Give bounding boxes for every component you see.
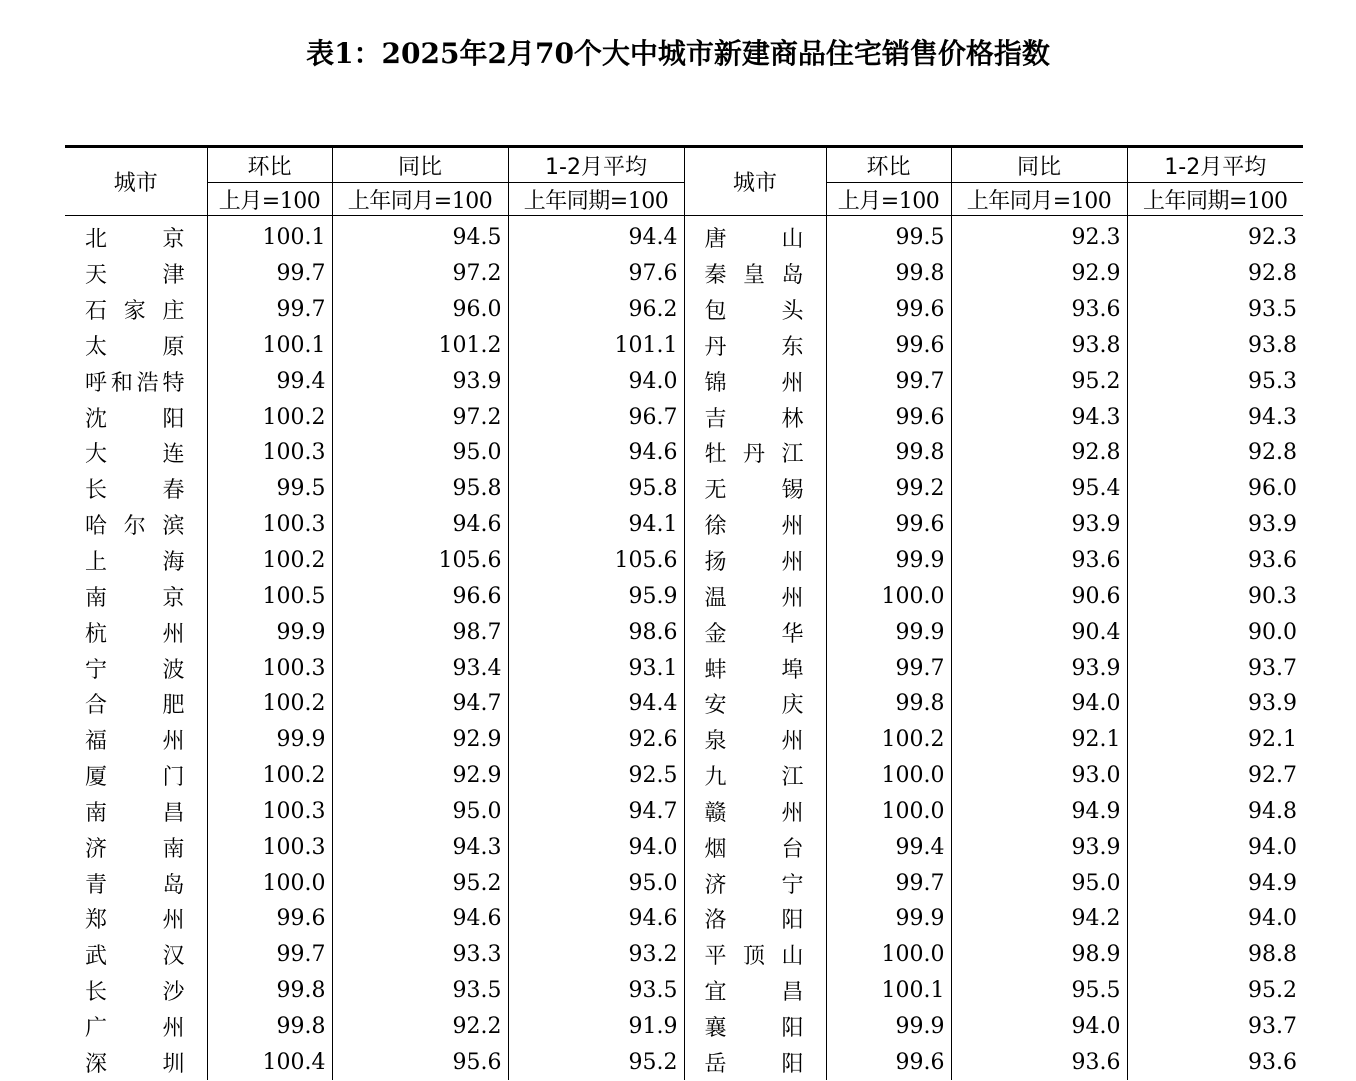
city-cell: 吉林 — [684, 399, 826, 435]
table-row — [65, 1009, 1303, 1045]
mom-cell: 100.3 — [207, 650, 332, 686]
avg-cell: 94.0 — [1127, 901, 1303, 937]
mom-cell: 99.8 — [826, 256, 951, 292]
yoy-cell: 101.2 — [332, 328, 508, 364]
table-row — [65, 794, 1303, 830]
avg-cell: 93.5 — [508, 973, 684, 1009]
header-mom-right: 环比 — [826, 147, 951, 183]
mom-cell: 100.3 — [207, 829, 332, 865]
city-cell: 蚌埠 — [684, 650, 826, 686]
city-cell: 长沙 — [65, 973, 207, 1009]
header-yoy-base-left: 上年同月=100 — [332, 183, 508, 216]
mom-cell: 99.8 — [826, 435, 951, 471]
header-avg-right: 1-2月平均 — [1127, 147, 1303, 183]
yoy-cell: 94.0 — [951, 686, 1127, 722]
table-row — [65, 363, 1303, 399]
yoy-cell: 90.4 — [951, 614, 1127, 650]
mom-cell: 100.5 — [207, 578, 332, 614]
city-cell: 长春 — [65, 471, 207, 507]
yoy-cell: 94.0 — [951, 1009, 1127, 1045]
yoy-cell: 90.6 — [951, 578, 1127, 614]
avg-cell: 94.6 — [508, 435, 684, 471]
avg-cell: 98.6 — [508, 614, 684, 650]
header-yoy-right: 同比 — [951, 147, 1127, 183]
yoy-cell: 95.0 — [951, 865, 1127, 901]
yoy-cell: 93.6 — [951, 1044, 1127, 1080]
yoy-cell: 93.6 — [951, 292, 1127, 328]
avg-cell: 94.0 — [508, 829, 684, 865]
mom-cell: 100.1 — [207, 216, 332, 256]
avg-cell: 92.7 — [1127, 758, 1303, 794]
mom-cell: 100.3 — [207, 435, 332, 471]
mom-cell: 100.1 — [207, 328, 332, 364]
city-cell: 济南 — [65, 829, 207, 865]
yoy-cell: 94.2 — [951, 901, 1127, 937]
city-cell: 福州 — [65, 722, 207, 758]
avg-cell: 94.1 — [508, 507, 684, 543]
city-cell: 牡丹江 — [684, 435, 826, 471]
yoy-cell: 92.3 — [951, 216, 1127, 256]
avg-cell: 92.3 — [1127, 216, 1303, 256]
mom-cell: 99.4 — [826, 829, 951, 865]
avg-cell: 93.7 — [1127, 650, 1303, 686]
header-city-right: 城市 — [684, 147, 826, 216]
city-cell: 秦皇岛 — [684, 256, 826, 292]
yoy-cell: 95.0 — [332, 435, 508, 471]
avg-cell: 96.7 — [508, 399, 684, 435]
table-row — [65, 328, 1303, 364]
yoy-cell: 94.6 — [332, 507, 508, 543]
yoy-cell: 95.2 — [951, 363, 1127, 399]
mom-cell: 100.2 — [826, 722, 951, 758]
yoy-cell: 93.0 — [951, 758, 1127, 794]
mom-cell: 100.2 — [207, 758, 332, 794]
yoy-cell: 94.9 — [951, 794, 1127, 830]
city-cell: 安庆 — [684, 686, 826, 722]
header-yoy-left: 同比 — [332, 147, 508, 183]
city-cell: 岳阳 — [684, 1044, 826, 1080]
city-cell: 包头 — [684, 292, 826, 328]
yoy-cell: 93.6 — [951, 543, 1127, 579]
table-row — [65, 435, 1303, 471]
city-cell: 徐州 — [684, 507, 826, 543]
avg-cell: 93.6 — [1127, 1044, 1303, 1080]
table-row — [65, 507, 1303, 543]
header-row-1 — [65, 147, 1303, 183]
city-cell: 南昌 — [65, 794, 207, 830]
page-title: 表1：2025年2月70个大中城市新建商品住宅销售价格指数 — [306, 37, 1050, 70]
city-cell: 石家庄 — [65, 292, 207, 328]
city-cell: 赣州 — [684, 794, 826, 830]
table-row — [65, 722, 1303, 758]
mom-cell: 99.9 — [826, 1009, 951, 1045]
city-cell: 杭州 — [65, 614, 207, 650]
yoy-cell: 94.3 — [951, 399, 1127, 435]
yoy-cell: 94.6 — [332, 901, 508, 937]
avg-cell: 91.9 — [508, 1009, 684, 1045]
yoy-cell: 97.2 — [332, 399, 508, 435]
avg-cell: 96.0 — [1127, 471, 1303, 507]
city-cell: 呼和浩特 — [65, 363, 207, 399]
city-cell: 济宁 — [684, 865, 826, 901]
city-cell: 襄阳 — [684, 1009, 826, 1045]
table-row — [65, 1044, 1303, 1080]
avg-cell: 97.6 — [508, 256, 684, 292]
yoy-cell: 98.9 — [951, 937, 1127, 973]
city-cell: 南京 — [65, 578, 207, 614]
city-cell: 宁波 — [65, 650, 207, 686]
mom-cell: 99.7 — [826, 650, 951, 686]
table-row — [65, 614, 1303, 650]
table-row — [65, 650, 1303, 686]
avg-cell: 92.5 — [508, 758, 684, 794]
avg-cell: 95.0 — [508, 865, 684, 901]
mom-cell: 100.0 — [826, 794, 951, 830]
city-cell: 平顶山 — [684, 937, 826, 973]
avg-cell: 94.0 — [1127, 829, 1303, 865]
mom-cell: 99.8 — [826, 686, 951, 722]
mom-cell: 99.8 — [207, 1009, 332, 1045]
avg-cell: 94.4 — [508, 686, 684, 722]
yoy-cell: 93.9 — [951, 829, 1127, 865]
yoy-cell: 94.3 — [332, 829, 508, 865]
header-avg-left: 1-2月平均 — [508, 147, 684, 183]
mom-cell: 99.7 — [207, 937, 332, 973]
mom-cell: 99.9 — [207, 614, 332, 650]
avg-cell: 94.4 — [508, 216, 684, 256]
yoy-cell: 95.6 — [332, 1044, 508, 1080]
city-cell: 广州 — [65, 1009, 207, 1045]
mom-cell: 99.2 — [826, 471, 951, 507]
city-cell: 无锡 — [684, 471, 826, 507]
avg-cell: 96.2 — [508, 292, 684, 328]
mom-cell: 99.7 — [826, 363, 951, 399]
avg-cell: 90.0 — [1127, 614, 1303, 650]
table-row — [65, 292, 1303, 328]
yoy-cell: 95.8 — [332, 471, 508, 507]
yoy-cell: 92.9 — [332, 722, 508, 758]
table-row — [65, 471, 1303, 507]
city-cell: 合肥 — [65, 686, 207, 722]
avg-cell: 92.8 — [1127, 256, 1303, 292]
yoy-cell: 93.9 — [951, 507, 1127, 543]
avg-cell: 94.0 — [508, 363, 684, 399]
header-mom-base-right: 上月=100 — [826, 183, 951, 216]
header-mom-base-left: 上月=100 — [207, 183, 332, 216]
avg-cell: 93.8 — [1127, 328, 1303, 364]
avg-cell: 92.8 — [1127, 435, 1303, 471]
city-cell: 郑州 — [65, 901, 207, 937]
mom-cell: 100.0 — [207, 865, 332, 901]
table-row — [65, 829, 1303, 865]
table-row — [65, 578, 1303, 614]
yoy-cell: 93.5 — [332, 973, 508, 1009]
avg-cell: 94.3 — [1127, 399, 1303, 435]
avg-cell: 95.8 — [508, 471, 684, 507]
city-cell: 青岛 — [65, 865, 207, 901]
city-cell: 沈阳 — [65, 399, 207, 435]
avg-cell: 90.3 — [1127, 578, 1303, 614]
avg-cell: 94.6 — [508, 901, 684, 937]
city-cell: 北京 — [65, 216, 207, 256]
avg-cell: 93.9 — [1127, 507, 1303, 543]
avg-cell: 94.7 — [508, 794, 684, 830]
table-row — [65, 216, 1303, 256]
avg-cell: 98.8 — [1127, 937, 1303, 973]
avg-cell: 101.1 — [508, 328, 684, 364]
city-cell: 洛阳 — [684, 901, 826, 937]
city-cell: 上海 — [65, 543, 207, 579]
table-row — [65, 973, 1303, 1009]
city-cell: 武汉 — [65, 937, 207, 973]
mom-cell: 99.4 — [207, 363, 332, 399]
mom-cell: 99.6 — [207, 901, 332, 937]
table-row — [65, 399, 1303, 435]
mom-cell: 100.3 — [207, 507, 332, 543]
avg-cell: 93.7 — [1127, 1009, 1303, 1045]
yoy-cell: 93.9 — [332, 363, 508, 399]
yoy-cell: 92.8 — [951, 435, 1127, 471]
mom-cell: 99.7 — [207, 292, 332, 328]
avg-cell: 93.9 — [1127, 686, 1303, 722]
mom-cell: 100.3 — [207, 794, 332, 830]
mom-cell: 99.6 — [826, 292, 951, 328]
mom-cell: 99.6 — [826, 1044, 951, 1080]
avg-cell: 94.9 — [1127, 865, 1303, 901]
city-cell: 泉州 — [684, 722, 826, 758]
city-cell: 天津 — [65, 256, 207, 292]
yoy-cell: 94.7 — [332, 686, 508, 722]
yoy-cell: 94.5 — [332, 216, 508, 256]
yoy-cell: 95.4 — [951, 471, 1127, 507]
yoy-cell: 92.1 — [951, 722, 1127, 758]
mom-cell: 99.9 — [826, 614, 951, 650]
price-index-table — [65, 145, 1303, 1080]
mom-cell: 99.7 — [207, 256, 332, 292]
city-cell: 深圳 — [65, 1044, 207, 1080]
mom-cell: 99.6 — [826, 399, 951, 435]
yoy-cell: 98.7 — [332, 614, 508, 650]
mom-cell: 100.2 — [207, 686, 332, 722]
mom-cell: 99.5 — [207, 471, 332, 507]
city-cell: 扬州 — [684, 543, 826, 579]
mom-cell: 99.5 — [826, 216, 951, 256]
table-row — [65, 937, 1303, 973]
city-cell: 哈尔滨 — [65, 507, 207, 543]
city-cell: 烟台 — [684, 829, 826, 865]
avg-cell: 93.5 — [1127, 292, 1303, 328]
city-cell: 锦州 — [684, 363, 826, 399]
avg-cell: 95.2 — [508, 1044, 684, 1080]
table-row — [65, 758, 1303, 794]
header-avg-base-left: 上年同期=100 — [508, 183, 684, 216]
avg-cell: 92.1 — [1127, 722, 1303, 758]
city-cell: 金华 — [684, 614, 826, 650]
avg-cell: 93.6 — [1127, 543, 1303, 579]
mom-cell: 100.0 — [826, 937, 951, 973]
city-cell: 宜昌 — [684, 973, 826, 1009]
mom-cell: 99.8 — [207, 973, 332, 1009]
table-row — [65, 543, 1303, 579]
avg-cell: 92.6 — [508, 722, 684, 758]
city-cell: 丹东 — [684, 328, 826, 364]
city-cell: 大连 — [65, 435, 207, 471]
mom-cell: 99.7 — [826, 865, 951, 901]
city-cell: 温州 — [684, 578, 826, 614]
yoy-cell: 95.2 — [332, 865, 508, 901]
header-city-left: 城市 — [65, 147, 207, 216]
mom-cell: 99.9 — [826, 543, 951, 579]
yoy-cell: 93.4 — [332, 650, 508, 686]
avg-cell: 93.1 — [508, 650, 684, 686]
city-cell: 唐山 — [684, 216, 826, 256]
yoy-cell: 96.6 — [332, 578, 508, 614]
yoy-cell: 105.6 — [332, 543, 508, 579]
city-cell: 太原 — [65, 328, 207, 364]
mom-cell: 100.1 — [826, 973, 951, 1009]
table-row — [65, 256, 1303, 292]
mom-cell: 100.0 — [826, 578, 951, 614]
avg-cell: 95.2 — [1127, 973, 1303, 1009]
table-row — [65, 901, 1303, 937]
mom-cell: 99.9 — [207, 722, 332, 758]
yoy-cell: 93.9 — [951, 650, 1127, 686]
yoy-cell: 96.0 — [332, 292, 508, 328]
avg-cell: 95.3 — [1127, 363, 1303, 399]
mom-cell: 100.0 — [826, 758, 951, 794]
yoy-cell: 93.3 — [332, 937, 508, 973]
avg-cell: 93.2 — [508, 937, 684, 973]
mom-cell: 100.2 — [207, 543, 332, 579]
city-cell: 九江 — [684, 758, 826, 794]
avg-cell: 95.9 — [508, 578, 684, 614]
mom-cell: 99.6 — [826, 507, 951, 543]
mom-cell: 99.9 — [826, 901, 951, 937]
yoy-cell: 93.8 — [951, 328, 1127, 364]
avg-cell: 105.6 — [508, 543, 684, 579]
yoy-cell: 97.2 — [332, 256, 508, 292]
table-row — [65, 865, 1303, 901]
header-mom-left: 环比 — [207, 147, 332, 183]
yoy-cell: 92.9 — [951, 256, 1127, 292]
header-avg-base-right: 上年同期=100 — [1127, 183, 1303, 216]
header-yoy-base-right: 上年同月=100 — [951, 183, 1127, 216]
avg-cell: 94.8 — [1127, 794, 1303, 830]
yoy-cell: 95.0 — [332, 794, 508, 830]
yoy-cell: 92.2 — [332, 1009, 508, 1045]
yoy-cell: 92.9 — [332, 758, 508, 794]
table-row — [65, 686, 1303, 722]
mom-cell: 100.2 — [207, 399, 332, 435]
mom-cell: 99.6 — [826, 328, 951, 364]
table-body — [65, 216, 1303, 1081]
city-cell: 厦门 — [65, 758, 207, 794]
mom-cell: 100.4 — [207, 1044, 332, 1080]
yoy-cell: 95.5 — [951, 973, 1127, 1009]
